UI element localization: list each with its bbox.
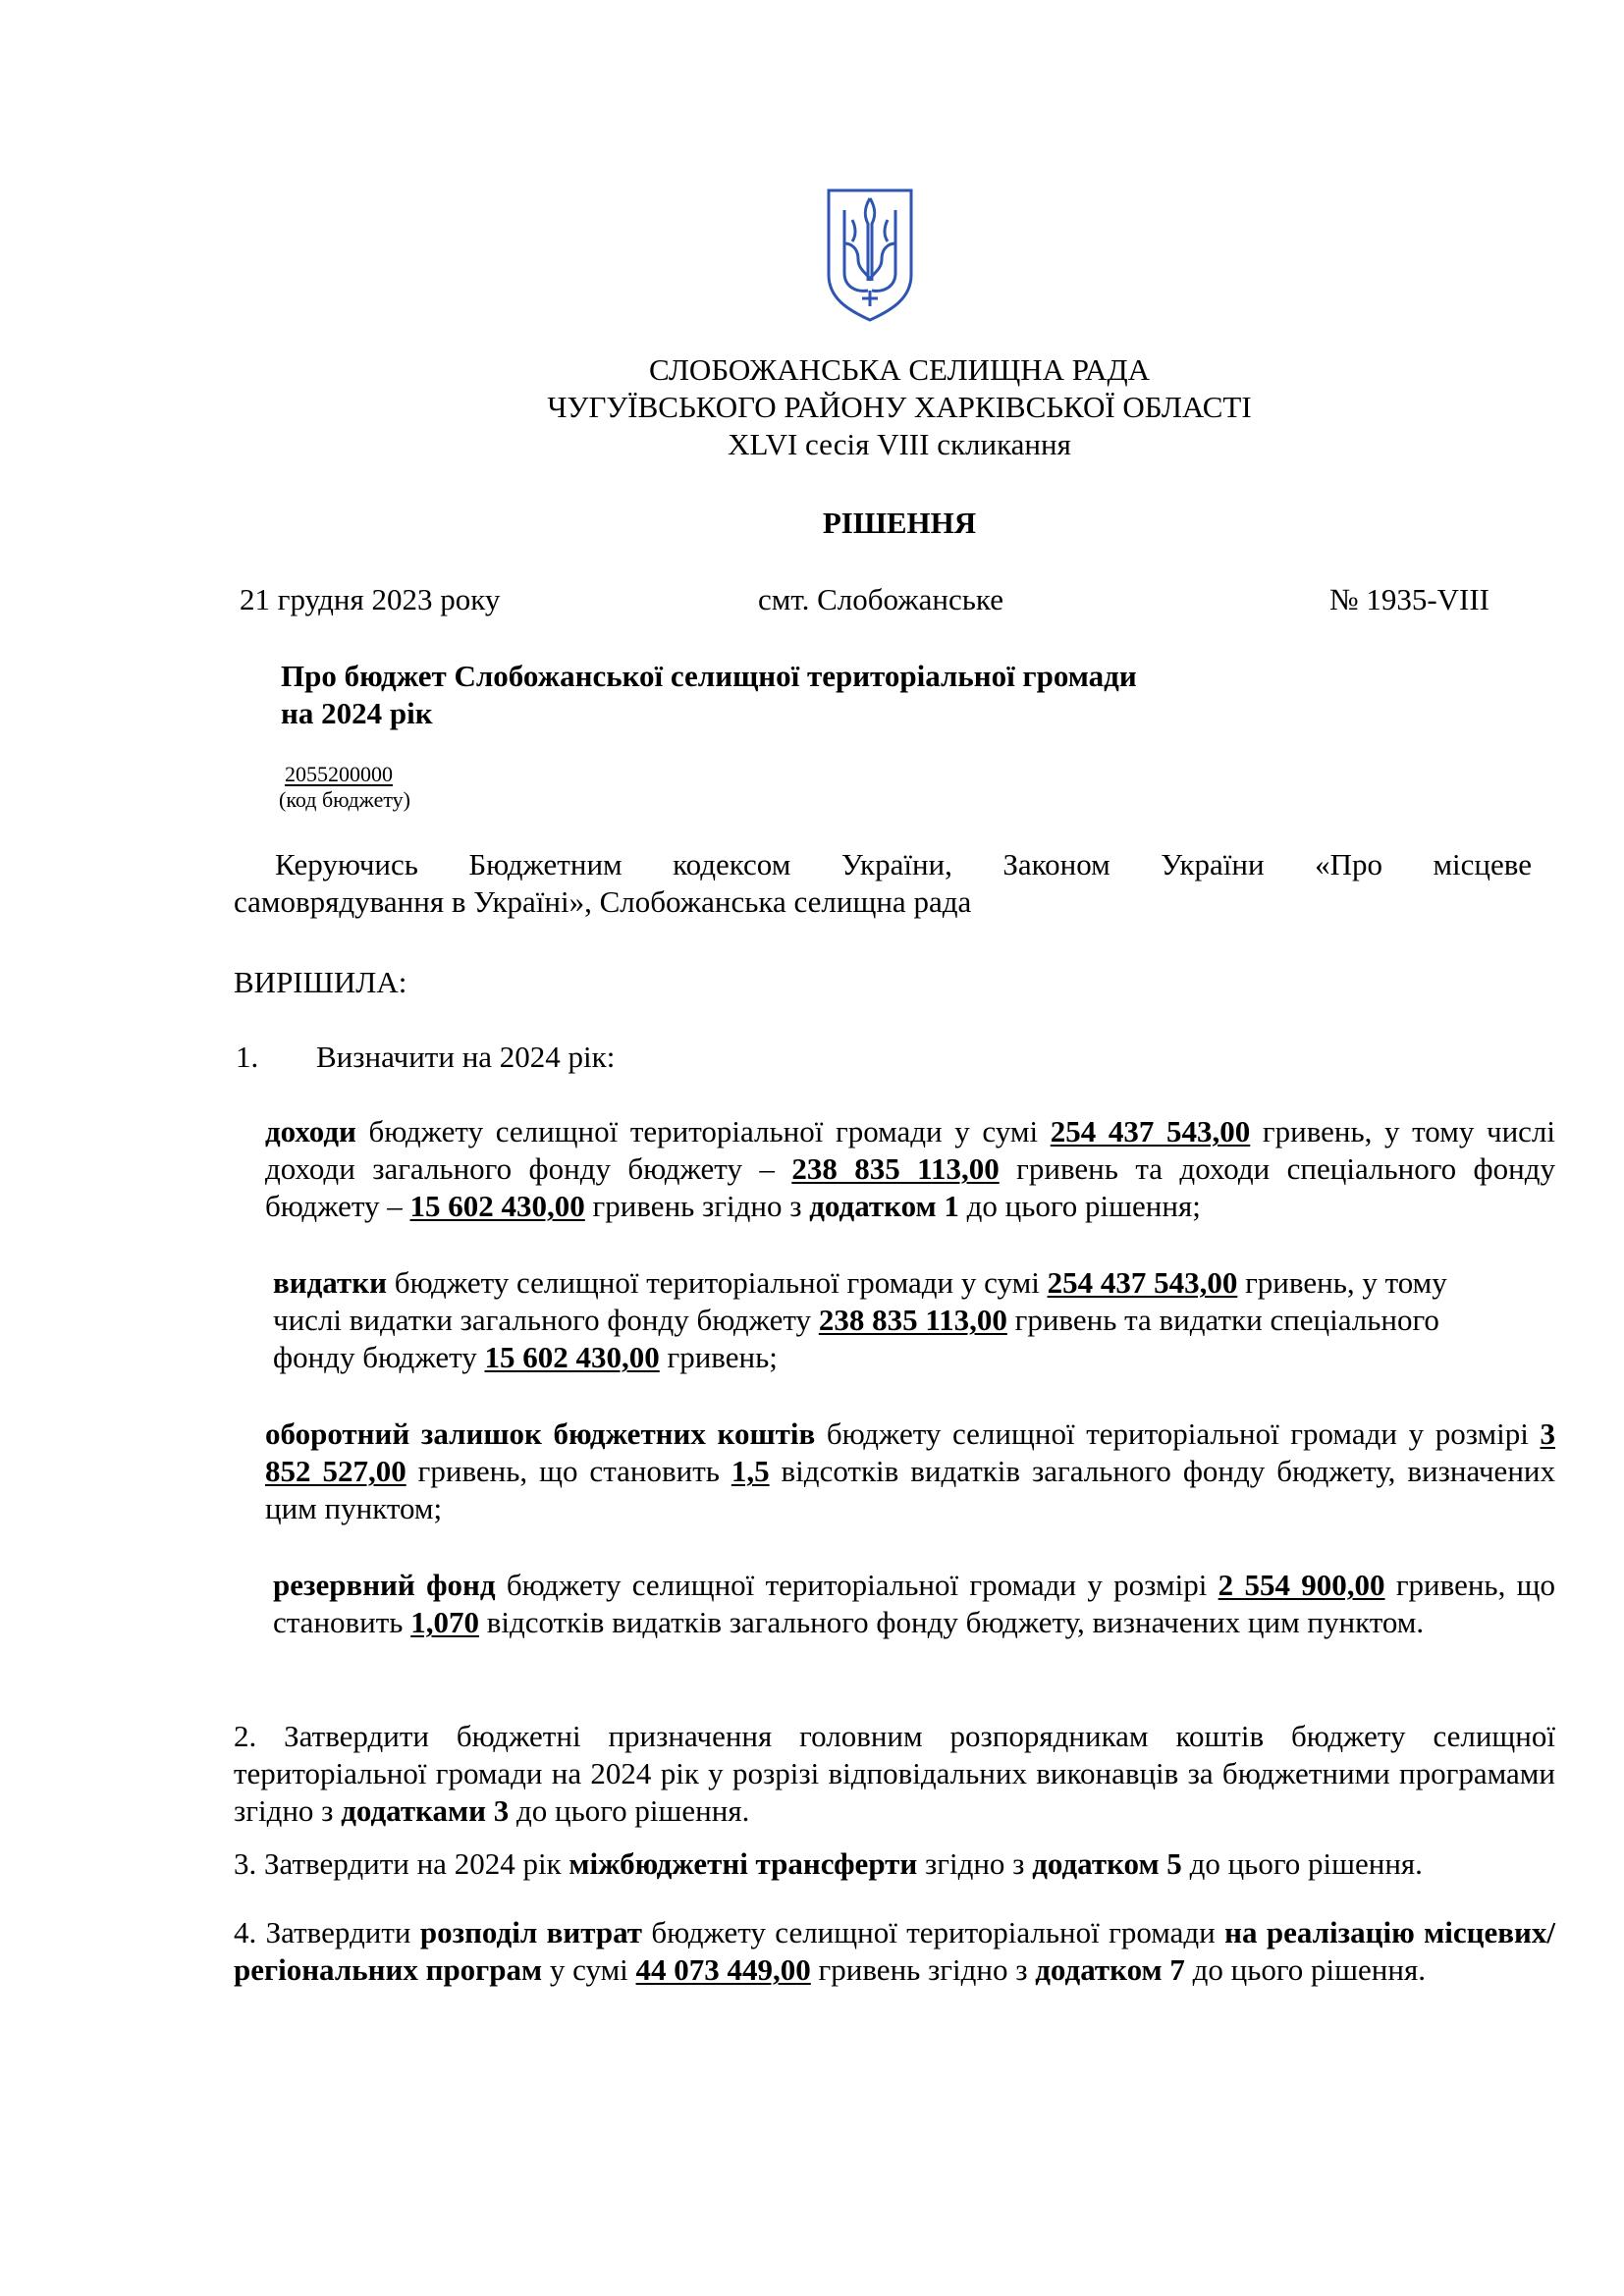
document-type: РІШЕННЯ <box>822 506 977 540</box>
budget-code-label: (код бюджету) <box>279 787 410 812</box>
council-name: СЛОБОЖАНСЬКА СЕЛИЩНА РАДА <box>649 352 1150 387</box>
balance-paragraph: оборотний залишок бюджетних коштів бюджету селищної територіальної громади у розмірі 3 852 527,00 гривень, що становить 1,5 відсотків видатків загального фонду бюджету, визначених цим пунктом; <box>265 1416 1556 1525</box>
subject-line-1: Про бюджет Слобожанської селищної територіальної громади <box>281 659 1137 693</box>
coat-of-arms-icon <box>823 185 917 324</box>
decision-place: смт. Слобожанське <box>758 582 1003 616</box>
income-paragraph: доходи бюджету селищної територіальної громади у сумі 254 437 543,00 гривень, у тому числі доходи загального фонду бюджету – 238 835 113,00 гривень та доходи спеціального фонду бюджету – 15 602 430,00 гривень згідно з додатком 1 до цього рішення; <box>265 1114 1556 1223</box>
item-2-paragraph: 2. Затвердити бюджетні призначення головним розпорядникам коштів бюджету селищної територіальної громади на 2024 рік у розрізі відповідальних виконавців за бюджетними програмами згідно з додатками 3 до цього рішення. <box>234 1719 1555 1828</box>
district-name: ЧУГУЇВСЬКОГО РАЙОНУ ХАРКІВСЬКОЇ ОБЛАСТІ <box>547 390 1252 424</box>
decision-date: 21 грудня 2023 року <box>240 582 501 616</box>
decision-number: № 1935-VIII <box>1329 582 1490 616</box>
item-4-paragraph: 4. Затвердити розподіл витрат бюджету селищної територіальної громади на реалізацію місцевих/регіональних програм у сумі 44 073 449,00 гривень згідно з додатком 7 до цього рішення. <box>234 1915 1555 1987</box>
reserve-paragraph: резервний фонд бюджету селищної територіальної громади у розмірі 2 554 900,00 гривень, що становить 1,070 відсотків видатків загального фонду бюджету, визначених цим пунктом. <box>273 1568 1556 1639</box>
preamble-line-1: Керуючись Бюджетним кодексом України, Законом України «Про місцеве <box>275 847 1532 881</box>
subject-line-2: на 2024 рік <box>281 696 433 730</box>
budget-code: 2055200000 <box>285 762 393 786</box>
item-1-number: 1. <box>236 1040 259 1074</box>
preamble-line-2: самоврядування в Україні», Слобожанська селищна рада <box>234 884 972 919</box>
expenses-paragraph: видатки бюджету селищної територіальної громади у сумі 254 437 543,00 гривень, у тому числі видатки загального фонду бюджету 238 835 113,00 гривень та видатки спеціального фонду бюджету 15 602 430,00 гривень; <box>273 1265 1447 1374</box>
item-3-paragraph: 3. Затвердити на 2024 рік міжбюджетні трансферти згідно з додатком 5 до цього рішення. <box>234 1846 1423 1881</box>
session-name: XLVI сесія VIII скликання <box>728 427 1071 461</box>
item-1-heading: Визначити на 2024 рік: <box>316 1040 616 1074</box>
resolved-heading: ВИРІШИЛА: <box>234 965 407 999</box>
